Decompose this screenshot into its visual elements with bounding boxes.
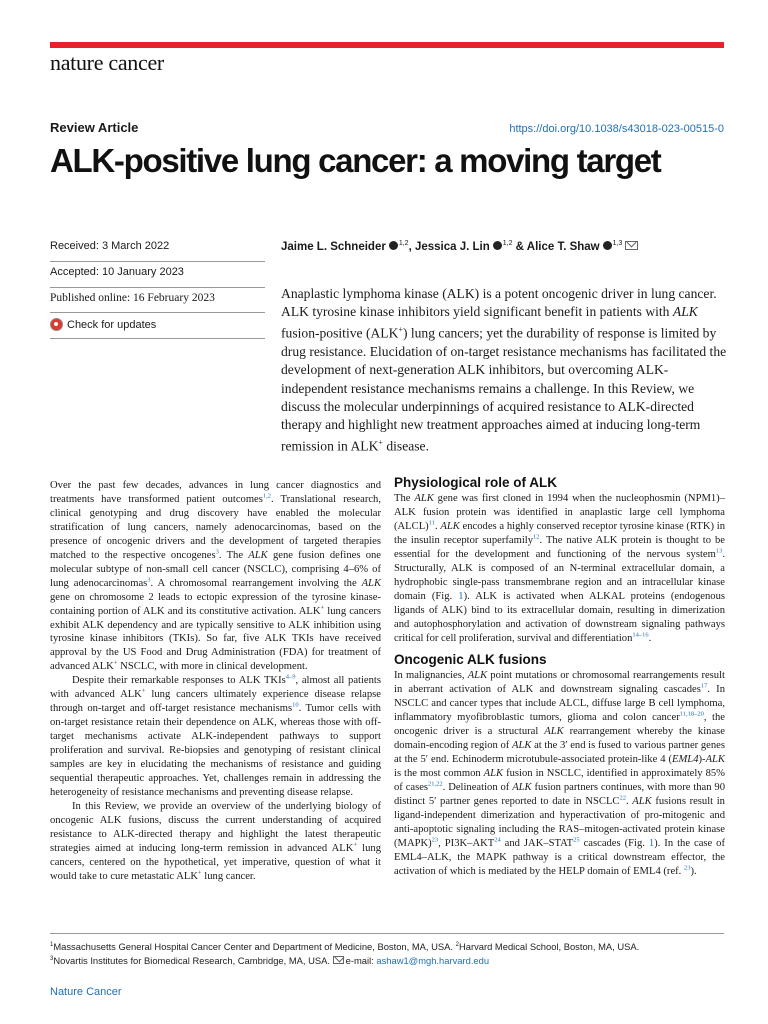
abstract: Anaplastic lymphoma kinase (ALK) is a potent oncogenic driver in lung cancer. ALK tyrosine kinase inhibitors yield significant benefit in patients with ALK fusion-positive (ALK+) lung cancers; yet the durability of response is limited by drug resistance. Elucidation of on-target resistance mechanisms has facilitated the development of next-generation ALK inhibitors, but overcoming ALK-independent resistance mechanisms remains a challenge. In this Review, we discuss the molecular underpinnings of acquired resistance to ALK-directed therapy and highlight new treatment approaches aimed at inducing long-term remission in ALK+ disease. — [281, 286, 727, 454]
section-heading: Oncogenic ALK fusions — [394, 652, 547, 668]
body-column-right — [394, 474, 725, 879]
received-date: Received: 3 March 2022 — [50, 240, 170, 252]
affiliation-ref: 1,2 — [398, 240, 409, 247]
divider — [50, 261, 265, 262]
doi-link[interactable]: https://doi.org/10.1038/s43018-023-00515-0 — [509, 123, 724, 135]
citation-ref[interactable]: 21,22 — [428, 780, 443, 788]
published-date: Published online: 16 February 2023 — [50, 292, 215, 304]
citation-ref[interactable]: 23 — [431, 836, 439, 844]
footnote-divider — [50, 933, 724, 934]
section-heading: Physiological role of ALK — [394, 475, 558, 490]
divider — [50, 312, 265, 313]
citation-ref[interactable]: 3 — [147, 576, 151, 584]
citation-ref[interactable]: 14–16 — [632, 631, 649, 638]
citation-ref[interactable]: 12 — [533, 533, 540, 541]
citation-ref[interactable]: 24 — [494, 836, 501, 844]
journal-top-bar — [50, 42, 724, 48]
divider — [50, 287, 265, 288]
check-updates-label: Check for updates — [67, 318, 157, 331]
journal-logo: nature cancer — [50, 50, 164, 75]
divider — [50, 338, 265, 339]
affiliation-ref: 1,3 — [612, 240, 623, 247]
paragraph: The ALK gene was first cloned in 1994 when the nucleophosmin (NPM1)–ALK fusion protein was identified in anaplastic large cell lymphoma (ALCL)$^{11}$. ALK encodes a highly conserved receptor tyrosine kinase (RTK) in the insulin receptor superfamily$^{12}$. The native ALK protein is thought to be essential for the development and functioning of the nervous system$^{13}$. Structurally, ALK is composed of an N-terminal extracellular domain, a hydrophobic single-pass transmembrane region and an intracellular kinase domain (Fig. 1). ALK is activated when ALKAL proteins (endogenous ligands of ALK) bind to its extracellular domain, resulting in dimerization and autophosphorylation and activation of downstream signaling pathways critical for cell proliferation, survival and differentiation$^{14-16}$. — [394, 493, 726, 644]
affiliations-footnote: $^1$Massachusetts General Hospital Cancer Center and Department of Medicine, Boston, MA, USA. $^2$Harvard Medical School, Boston, MA, USA. $^3$Novartis Institutes for Biomedical Research, Cambridge, MA, USA. e-mail: ashaw1@mgh.harvard.edu — [50, 941, 640, 967]
orcid-icon[interactable] — [389, 241, 398, 250]
paragraph: Over the past few decades, advances in lung cancer diagnostics and treatments have transformed patient outcomes$^{1,2}$. Translational research, clinical genotyping and drug discovery have enabled the molecular stratification of lung cancers, namely adenocarcinomas, based on the presence of oncogenic drivers and the development of targeted therapies matched to the respective oncogenes$^3$. The ALK gene fusion defines one molecular subtype of non-small cell cancer (NSCLC), comprising 4–6% of lung adenocarcinomas$^3$. A chromosomal rearrangement involving the ALK gene on chromosome 2 leads to ectopic expression of the tyrosine kinase-containing portion of ALK and its constitutive activation. ALK+ lung cancers exhibit ALK dependency and are typically sensitive to ALK inhibition using tyrosine kinase inhibitors (TKIs). So far, five ALK TKIs have received approval by the US Food and Drug Administration (FDA) for treatment of advanced ALK+ NSCLC, with more in clinical development. — [50, 480, 382, 673]
citation-ref[interactable]: 11,18–20 — [679, 710, 704, 718]
figure-ref[interactable]: 1 — [648, 837, 655, 849]
paragraph: In this Review, we provide an overview of the underlying biology of oncogenic ALK fusions, discuss the current understanding of acquired resistance to ALK-directed therapy and highlight the latest therapeutic strategies aimed at inducing long-term remission in advanced ALK+ lung cancers, centered on the hypothetical, yet imperative, question of what it would take to cure metastatic ALK+ lung cancer. — [50, 800, 381, 882]
paragraph: In malignancies, ALK point mutations or chromosomal rearrangements result in aberrant activation of ALK and downstream signaling cascades$^{17}$. In NSCLC and cancer types that include ALCL, diffuse large B cell lymphoma, inflammatory myofibroblastic tumors, glioma and colon cancer$^{11,18-20}$, the oncogenic driver is a structural ALK rearrangement whereby the kinase domain-encoding region of ALK at the 3′ end is fused to various partner genes at the 5′ end. Echinoderm microtubule-associated protein-like 4 (EML4)-ALK is the most common ALK fusion in NSCLC, identified in approximately 85% of cases$^{21,22}$. Delineation of ALK fusion partners continues, with more than 90 distinct 5′ partner genes reported to date in NSCLC$^{22}$. ALK fusions result in ligand-independent dimerization and hyperactivation of pro-mitogenic and anti-apoptotic signaling including the RAS–mitogen-activated protein kinase (MAPK)$^{23}$, PI3K–AKT$^{24}$ and JAK–STAT$^{25}$ cascades (Fig. 1). In the case of EML4–ALK, the MAPK pathway is a critical downstream effector, the activation of which is mediated by the HELP domain of EML4 (ref. $^{23}$). — [394, 670, 726, 877]
accepted-date: Accepted: 10 January 2023 — [50, 266, 184, 278]
check-updates-button[interactable] — [50, 318, 265, 331]
figure-ref[interactable]: 1 — [458, 590, 464, 602]
article-type: Review Article — [50, 120, 139, 135]
email-link[interactable]: ashaw1@mgh.harvard.edu — [376, 955, 490, 967]
email-icon[interactable] — [625, 241, 638, 250]
author-list: Jaime L. Schneider $^{1,2}$, Jessica J. Lin $^{1,2}$ & Alice T. Shaw $^{1,3}$ — [281, 240, 638, 253]
citation-ref[interactable]: 22 — [619, 794, 626, 802]
citation-ref[interactable]: 23 — [683, 864, 691, 872]
footer-journal-name[interactable]: Nature Cancer — [50, 986, 122, 998]
email-icon — [333, 956, 344, 964]
article-title: ALK-positive lung cancer: a moving target — [50, 142, 661, 179]
body-column-left — [50, 479, 381, 884]
citation-ref[interactable]: 4–9 — [285, 673, 296, 681]
author-name[interactable]: Jessica J. Lin — [414, 240, 490, 253]
citation-ref[interactable]: 11 — [428, 519, 435, 527]
citation-ref[interactable]: 13 — [715, 547, 723, 555]
affiliation-ref: 1,2 — [502, 240, 513, 247]
author-name[interactable]: Jaime L. Schneider — [281, 240, 386, 253]
citation-ref[interactable]: 17 — [700, 682, 708, 690]
citation-ref[interactable]: 3 — [215, 548, 219, 556]
author-name[interactable]: Alice T. Shaw — [526, 240, 600, 253]
citation-ref[interactable]: 10 — [292, 701, 299, 709]
citation-ref[interactable]: 25 — [573, 836, 580, 844]
citation-ref[interactable]: 1,2 — [262, 492, 272, 500]
paragraph: Despite their remarkable responses to ALK TKIs$^{4-9}$, almost all patients with advanced ALK+ lung cancers ultimately experience disease relapse through on-target and off-target resistance mechanisms$^{10}$. Tumor cells with on-target resistance retain their dependence on ALK, whereas those with off-target mechanisms activate ALK-independent pathways to support proliferation and survival. Re-biopsies and genotyping of resistant clinical samples are key in elucidating the mechanisms of resistance and guiding sequential therapeutic approaches. Yet, challenges remain in addressing the heterogeneity of resistance mechanisms and preventing disease relapse. — [50, 673, 381, 798]
check-updates-icon — [50, 318, 63, 331]
orcid-icon[interactable] — [493, 241, 502, 250]
orcid-icon[interactable] — [603, 241, 612, 250]
